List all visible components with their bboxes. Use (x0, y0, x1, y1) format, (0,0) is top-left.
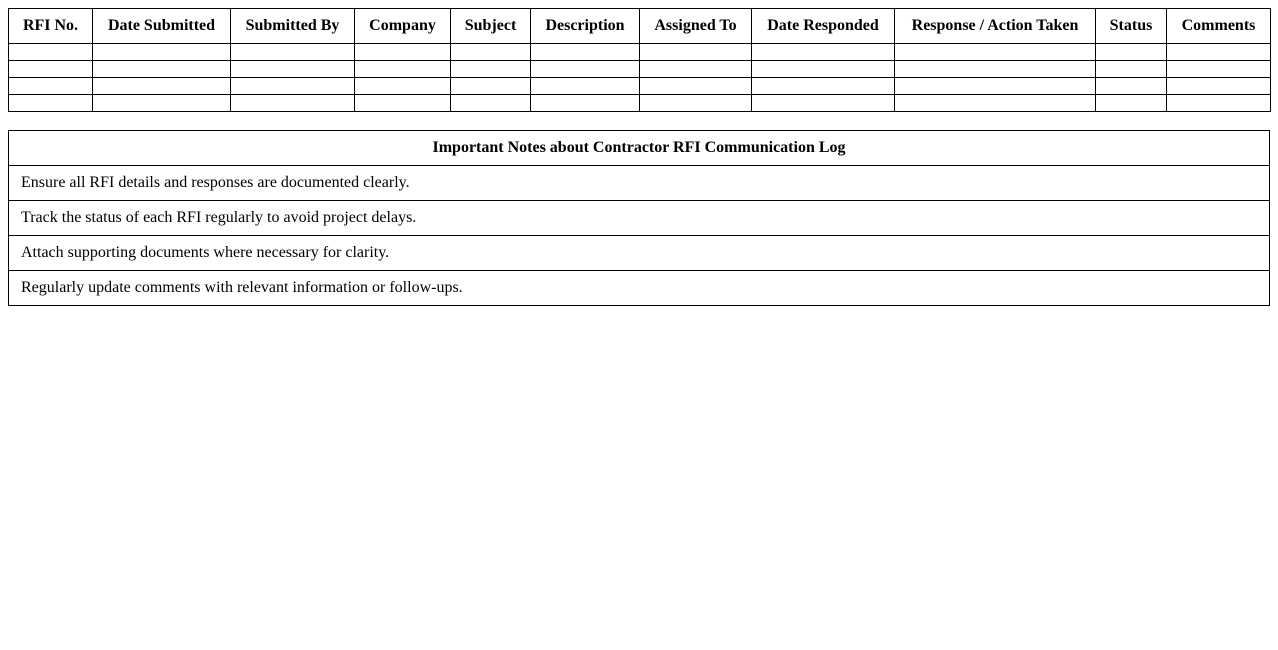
notes-table (8, 130, 1270, 306)
table-cell[interactable] (451, 78, 531, 95)
note-row (9, 236, 1270, 271)
table-cell[interactable] (1096, 61, 1167, 78)
table-cell[interactable] (231, 95, 355, 112)
column-header-rfi-no: RFI No. (9, 9, 93, 44)
notes-title: Important Notes about Contractor RFI Communication Log (9, 131, 1270, 166)
note-row (9, 166, 1270, 201)
table-cell[interactable] (93, 61, 231, 78)
table-cell[interactable] (640, 95, 752, 112)
rfi-log-table (8, 8, 1271, 112)
table-cell[interactable] (752, 44, 895, 61)
column-header-date-submitted: Date Submitted (93, 9, 231, 44)
table-cell[interactable] (355, 78, 451, 95)
column-header-assigned-to: Assigned To (640, 9, 752, 44)
table-cell[interactable] (9, 78, 93, 95)
table-cell[interactable] (752, 95, 895, 112)
table-cell[interactable] (531, 78, 640, 95)
table-cell[interactable] (531, 44, 640, 61)
column-header-subject: Subject (451, 9, 531, 44)
note-item: Regularly update comments with relevant information or follow-ups. (9, 271, 1270, 306)
table-cell[interactable] (895, 95, 1096, 112)
table-cell[interactable] (640, 44, 752, 61)
note-row (9, 271, 1270, 306)
table-cell[interactable] (355, 95, 451, 112)
table-cell[interactable] (640, 61, 752, 78)
notes-title-row (9, 131, 1270, 166)
table-cell[interactable] (1167, 95, 1271, 112)
table-row (9, 95, 1271, 112)
table-cell[interactable] (93, 95, 231, 112)
table-cell[interactable] (355, 61, 451, 78)
note-row (9, 201, 1270, 236)
table-cell[interactable] (1096, 78, 1167, 95)
page-content (8, 8, 1270, 306)
table-cell[interactable] (1167, 78, 1271, 95)
note-item: Track the status of each RFI regularly to avoid project delays. (9, 201, 1270, 236)
note-item: Attach supporting documents where necessary for clarity. (9, 236, 1270, 271)
table-header-row (9, 9, 1271, 44)
column-header-submitted-by: Submitted By (231, 9, 355, 44)
table-row (9, 61, 1271, 78)
note-item: Ensure all RFI details and responses are documented clearly. (9, 166, 1270, 201)
table-cell[interactable] (895, 78, 1096, 95)
table-body (9, 44, 1271, 112)
table-cell[interactable] (9, 61, 93, 78)
table-cell[interactable] (1167, 61, 1271, 78)
column-header-status: Status (1096, 9, 1167, 44)
column-header-comments: Comments (1167, 9, 1271, 44)
table-cell[interactable] (9, 44, 93, 61)
column-header-company: Company (355, 9, 451, 44)
table-cell[interactable] (451, 61, 531, 78)
table-cell[interactable] (640, 78, 752, 95)
table-cell[interactable] (895, 61, 1096, 78)
table-cell[interactable] (752, 78, 895, 95)
table-cell[interactable] (1167, 44, 1271, 61)
table-cell[interactable] (895, 44, 1096, 61)
table-cell[interactable] (355, 44, 451, 61)
table-cell[interactable] (93, 44, 231, 61)
table-cell[interactable] (231, 78, 355, 95)
table-cell[interactable] (231, 44, 355, 61)
table-cell[interactable] (9, 95, 93, 112)
column-header-response-action: Response / Action Taken (895, 9, 1096, 44)
table-cell[interactable] (531, 61, 640, 78)
column-header-description: Description (531, 9, 640, 44)
table-cell[interactable] (451, 95, 531, 112)
table-row (9, 44, 1271, 61)
table-row (9, 78, 1271, 95)
table-cell[interactable] (1096, 95, 1167, 112)
column-header-date-responded: Date Responded (752, 9, 895, 44)
table-cell[interactable] (451, 44, 531, 61)
table-cell[interactable] (93, 78, 231, 95)
table-cell[interactable] (531, 95, 640, 112)
table-cell[interactable] (1096, 44, 1167, 61)
table-cell[interactable] (231, 61, 355, 78)
table-cell[interactable] (752, 61, 895, 78)
